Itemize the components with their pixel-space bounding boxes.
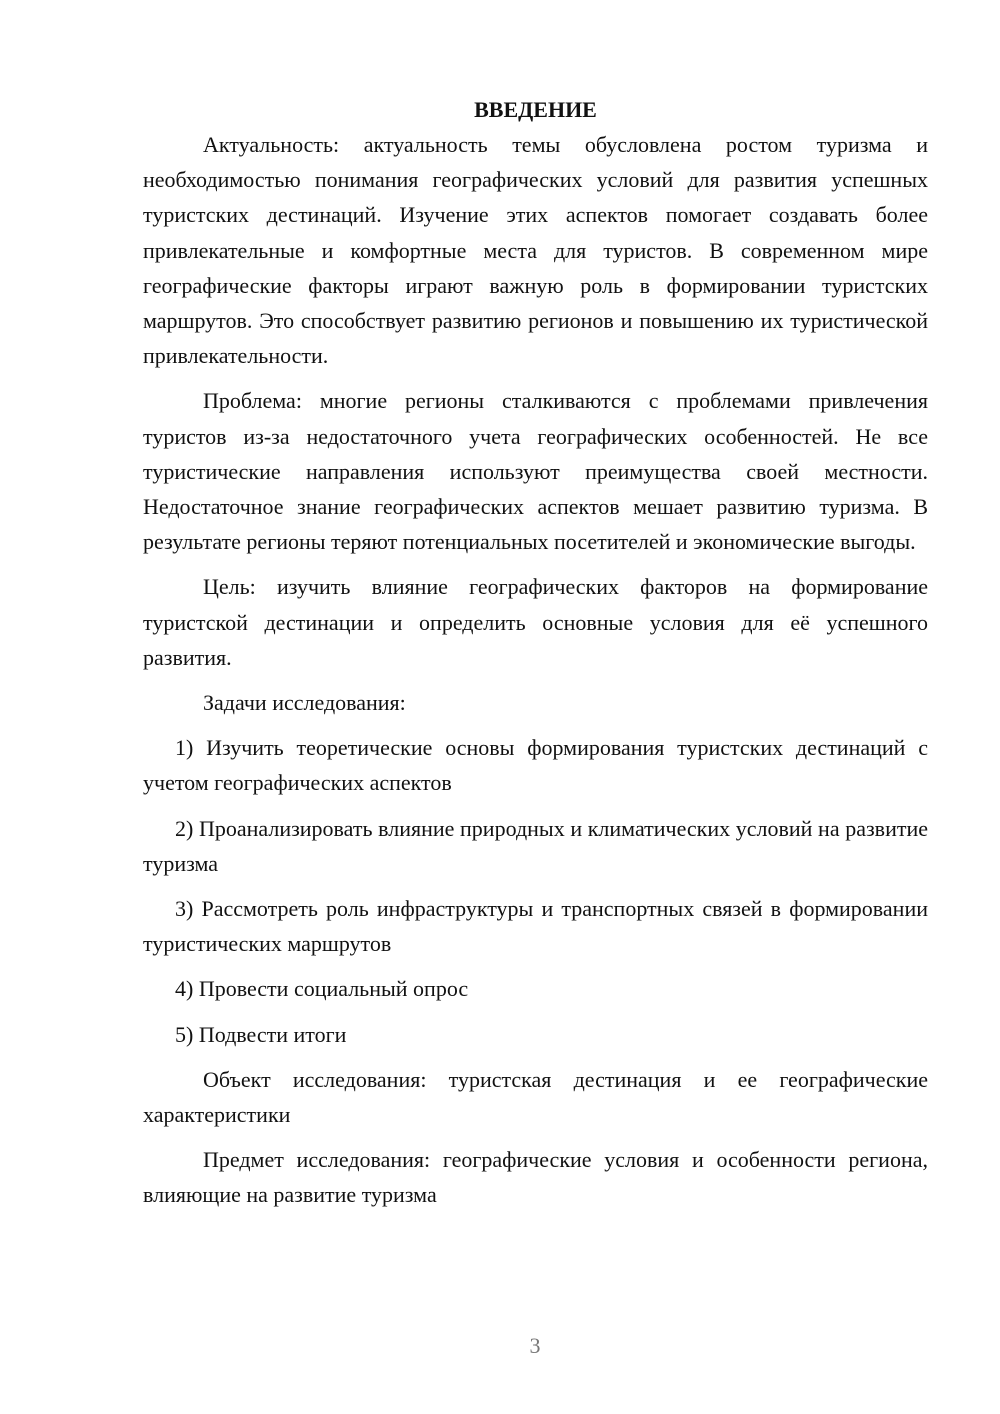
paragraph-problem: Проблема: многие регионы сталкиваются с проблемами привлечения туристов из-за недостаточного учета географических особенностей. Не все туристические направления используют преимущества своей местности. Недостаточное знание географических аспектов мешает развитию туризма. В результате регионы теряют потенциальных посетителей и экономические выгоды. (143, 388, 928, 555)
page-title: ВВЕДЕНИЕ (474, 97, 597, 122)
document-page (143, 92, 928, 1223)
list-item-task-2: 2) Проанализировать влияние природных и климатических условий на развитие туризма (143, 815, 928, 876)
page-number: 3 (529, 1333, 541, 1358)
list-item-task-5: 5) Подвести итоги (175, 1021, 347, 1047)
paragraph-subject: Предмет исследования: географические условия и особенности региона, влияющие на развитие туризма (143, 1147, 928, 1208)
paragraph-object: Объект исследования: туристская дестинация и ее географические характеристики (143, 1066, 928, 1128)
tasks-heading: Задачи исследования: (203, 690, 406, 716)
paragraph-relevance: Актуальность: актуальность темы обусловлена ростом туризма и необходимостью понимания географических условий для развития успешных туристских дестинаций. Изучение этих аспектов помогает создавать более привлекательные и комфортные места для туристов. В современном мире географические факторы играют важную роль в формировании туристских маршрутов. Это способствует развитию регионов и повышению их туристической привлекательности. (143, 132, 928, 369)
list-item-task-3: 3) Рассмотреть роль инфраструктуры и транспортных связей в формировании туристических маршрутов (143, 896, 928, 957)
paragraph-goal: Цель: изучить влияние географических факторов на формирование туристской дестинации и определить основные условия для её успешного развития. (143, 574, 928, 670)
list-item-task-1: 1) Изучить теоретические основы формирования туристских дестинаций с учетом географических аспектов (143, 735, 928, 796)
list-item-task-4: 4) Провести социальный опрос (175, 976, 469, 1002)
